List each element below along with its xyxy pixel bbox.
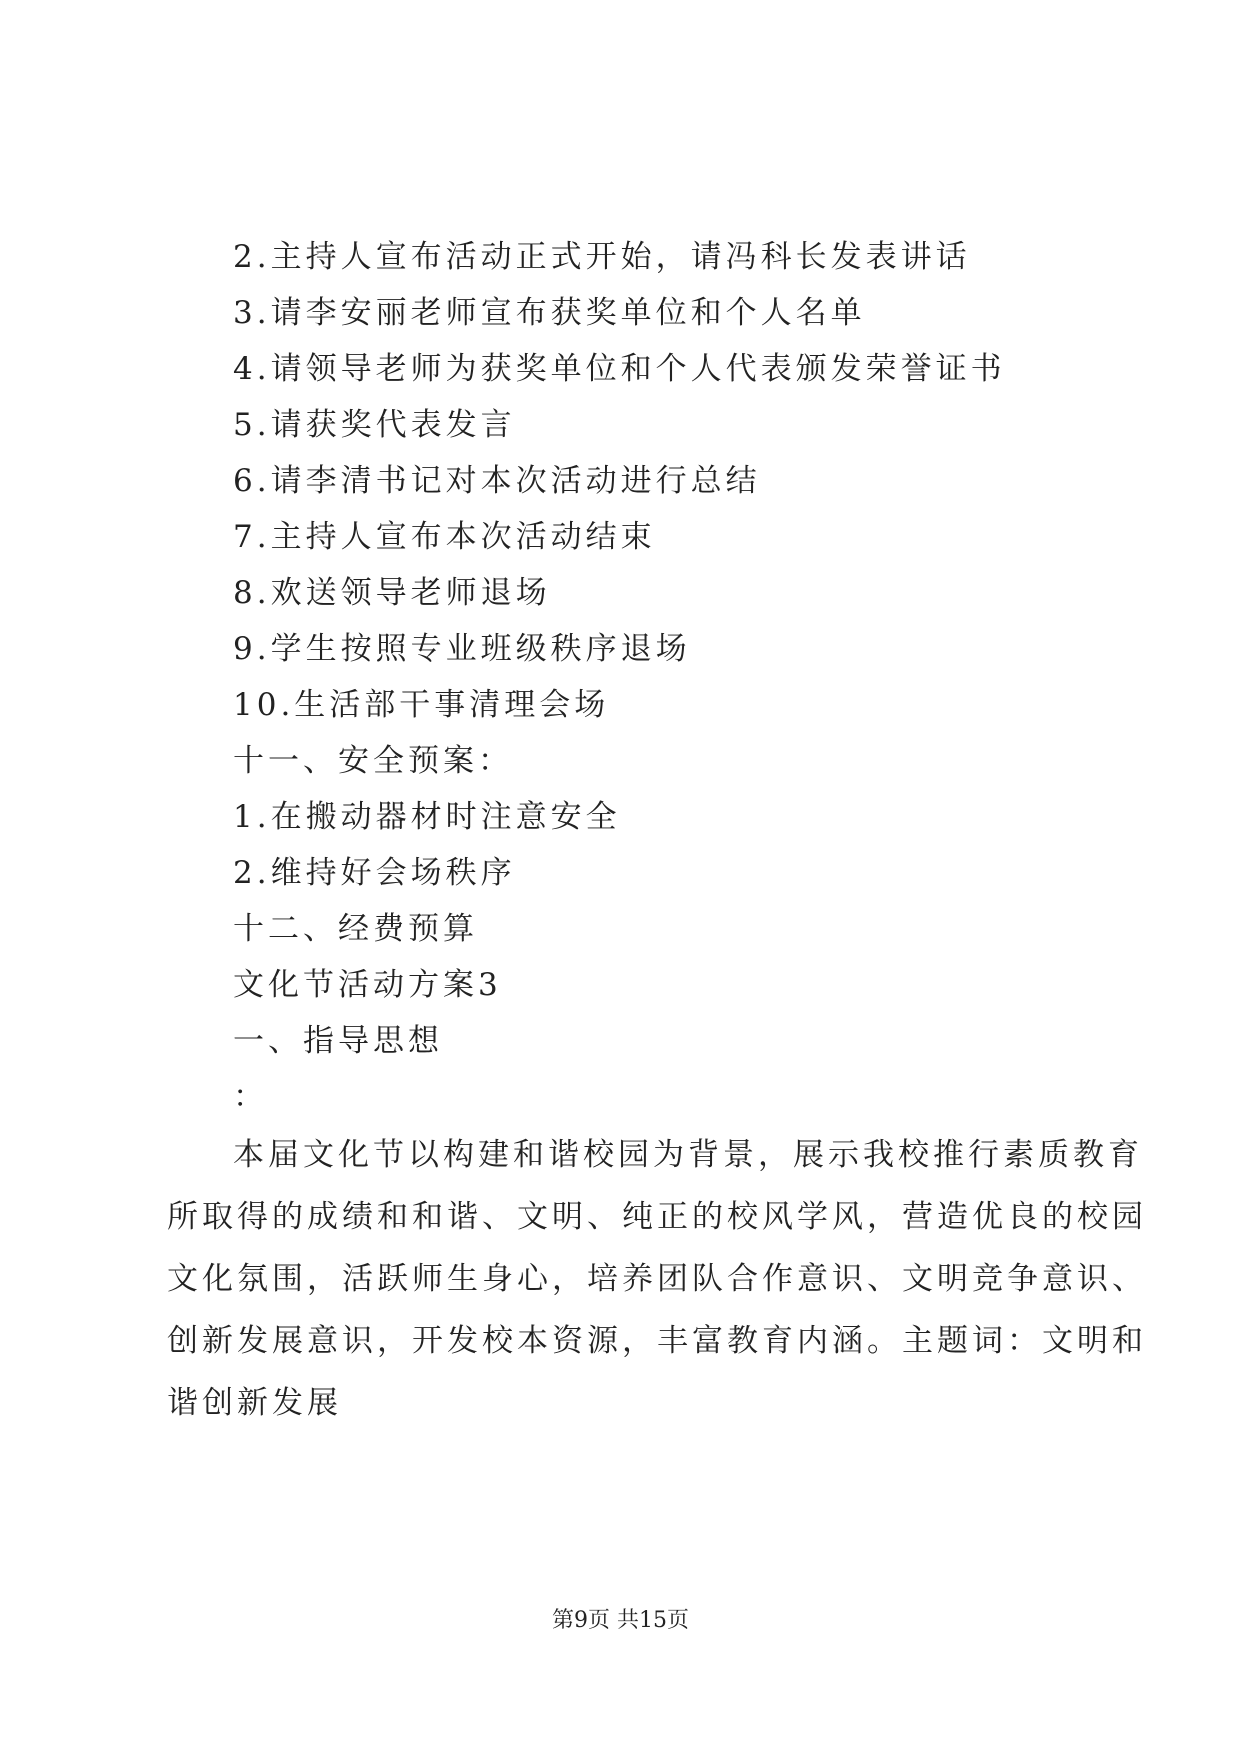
text-line: 3.请李安丽老师宣布获奖单位和个人名单 <box>233 295 866 331</box>
text-line: 1.在搬动器材时注意安全 <box>233 799 621 835</box>
section-heading: 十一、安全预案： <box>233 743 513 779</box>
paragraph-line: 谐创新发展 <box>167 1385 342 1421</box>
text-line: 4.请领导老师为获奖单位和个人代表颁发荣誉证书 <box>233 351 1006 387</box>
paragraph-line: 本届文化节以构建和谐校园为背景，展示我校推行素质教育 <box>233 1137 1143 1173</box>
text-line: 8.欢送领导老师退场 <box>233 575 551 611</box>
section-heading: 十二、经费预算 <box>233 911 478 947</box>
paragraph-line: 创新发展意识，开发校本资源，丰富教育内涵。主题词：文明和 <box>167 1323 1147 1359</box>
section-heading: 一、指导思想 <box>233 1023 443 1059</box>
page-footer: 第9页 共15页 <box>552 1608 689 1633</box>
text-line: 7.主持人宣布本次活动结束 <box>233 519 656 555</box>
text-line: 10.生活部干事清理会场 <box>233 687 610 723</box>
text-line: 5.请获奖代表发言 <box>233 407 516 443</box>
text-line: 9.学生按照专业班级秩序退场 <box>233 631 691 667</box>
document-subtitle: 文化节活动方案3 <box>233 967 502 1003</box>
text-line: 2.主持人宣布活动正式开始，请冯科长发表讲话 <box>233 239 971 275</box>
paragraph-line: 文化氛围，活跃师生身心，培养团队合作意识、文明竞争意识、 <box>167 1261 1147 1297</box>
paragraph-line: 所取得的成绩和和谐、文明、纯正的校风学风，营造优良的校园 <box>167 1199 1147 1235</box>
text-line: ： <box>233 1079 268 1115</box>
body-paragraph <box>167 1124 1147 1434</box>
text-line: 6.请李清书记对本次活动进行总结 <box>233 463 761 499</box>
text-line: 2.维持好会场秩序 <box>233 855 516 891</box>
